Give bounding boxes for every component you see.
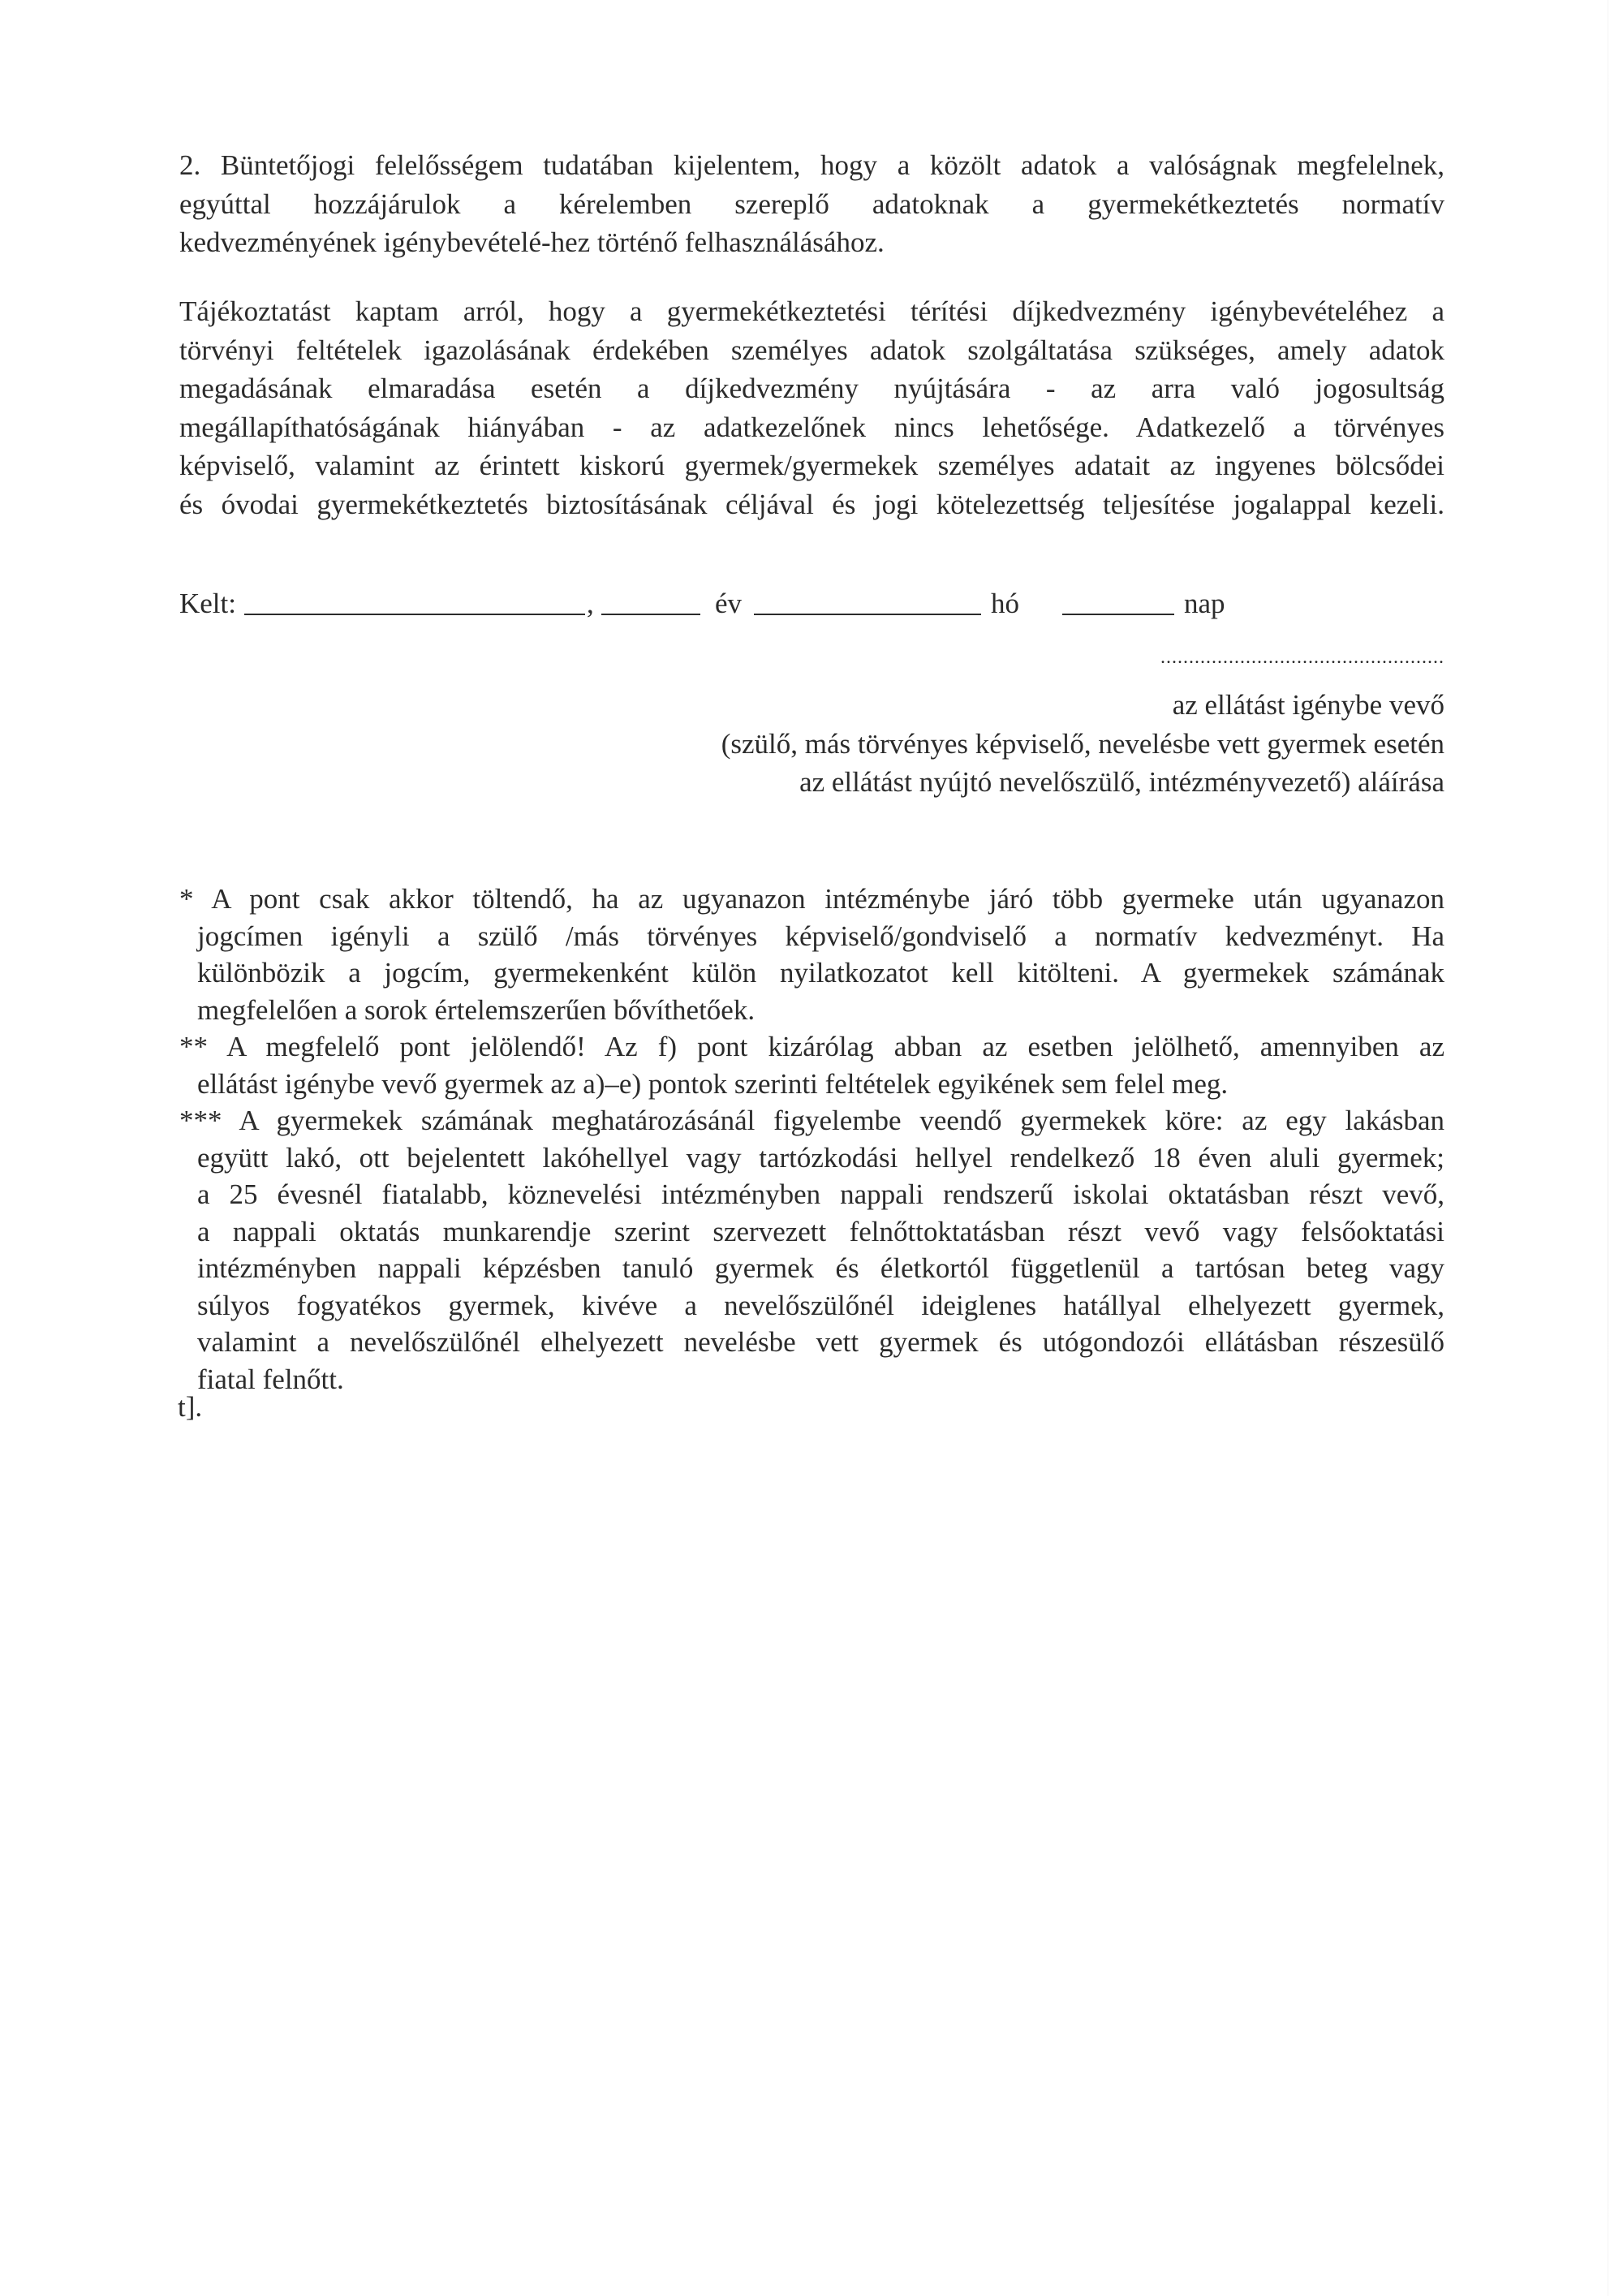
footnote-line: intézményben nappali képzésben tanuló gyermek és életkortól függetlenül a tartósan beteg vagy	[197, 1252, 1444, 1284]
signature-caption-line: az ellátást nyújtó nevelőszülő, intézményvezető) aláírása	[799, 766, 1444, 798]
footnote-line: súlyos fogyatékos gyermek, kivéve a nevelőszülőnél ideiglenes hatállyal elhelyezett gyermek,	[197, 1289, 1444, 1321]
signature-dotted-line[interactable]: ..................................................	[1160, 647, 1444, 668]
date-comma: ,	[587, 588, 594, 619]
kelt-label: Kelt:	[179, 588, 236, 619]
year-blank[interactable]	[601, 614, 700, 615]
footnote-line: *** A gyermekek számának meghatározásánál figyelembe veendő gyermekek köre: az egy lakásban	[179, 1105, 1444, 1136]
privacy-notice-line: törvényi feltételek igazolásának érdekében személyes adatok szolgáltatása szükséges, amely adatok	[179, 334, 1444, 366]
footnote-line: együtt lakó, ott bejelentett lakóhellyel vagy tartózkodási hellyel rendelkező 18 éven aluli gyermek;	[197, 1141, 1444, 1174]
footnote-line: valamint a nevelőszülőnél elhelyezett nevelésbe vett gyermek és utógondozói ellátásban részesülő	[197, 1326, 1444, 1358]
privacy-notice-line: képviselő, valamint az érintett kiskorú gyermek/gyermekek személyes adatait az ingyenes bölcsődei	[179, 450, 1444, 481]
footnote-line: ellátást igénybe vevő gyermek az a)–e) pontok szerinti feltételek egyikének sem felel meg.	[197, 1067, 1229, 1100]
nap-label: nap	[1184, 588, 1225, 619]
footnote-line: fiatal felnőtt.	[197, 1363, 344, 1395]
day-blank[interactable]	[1062, 614, 1174, 615]
ho-label: hó	[991, 588, 1019, 619]
privacy-notice-paragraph	[179, 292, 1444, 523]
footnote-double-asterisk	[179, 1028, 1444, 1102]
footnote-line: megfelelően a sorok értelemszerűen bővíthetőek.	[197, 993, 756, 1026]
footnote-line: a 25 évesnél fiatalabb, köznevelési intézményben nappali rendszerű iskolai oktatásban részt vevő,	[197, 1178, 1444, 1210]
declaration-line: 2. Büntetőjogi felelősségem tudatában kijelentem, hogy a közölt adatok a valóságnak megfelelnek,	[179, 149, 1444, 181]
signature-caption-line: az ellátást igénybe vevő	[1172, 689, 1444, 721]
place-blank[interactable]	[244, 614, 585, 615]
signature-caption-line: (szülő, más törvényes képviselő, nevelésbe vett gyermek esetén	[721, 727, 1444, 760]
declaration-line: egyúttal hozzájárulok a kérelemben szereplő adatoknak a gyermekétkeztetés normatív	[179, 187, 1444, 220]
footnote-line: * A pont csak akkor töltendő, ha az ugyanazon intézménybe járó több gyermeke után ugyanazon	[179, 883, 1444, 915]
month-blank[interactable]	[754, 614, 981, 615]
date-line	[179, 584, 1445, 633]
declaration-line: kedvezményének igénybevételé-hez történő felhasználásához.	[179, 226, 885, 258]
footnotes	[179, 881, 1444, 1398]
privacy-notice-line: megállapíthatóságának hiányában - az adatkezelőnek nincs lehetősége. Adatkezelő a törvényes	[179, 411, 1444, 443]
privacy-notice-line: és óvodai gyermekétkeztetés biztosításának céljával és jogi kötelezettség teljesítése jogalappal kezeli.	[179, 488, 1444, 520]
footnote-triple-asterisk	[179, 1102, 1444, 1398]
trailing-text: t].	[178, 1391, 203, 1423]
privacy-notice-line: megadásának elmaradása esetén a díjkedvezmény nyújtására - az arra való jogosultság	[179, 373, 1444, 404]
privacy-notice-line: Tájékoztatást kaptam arról, hogy a gyermekétkeztetési térítési díjkedvezmény igénybevételéhez a	[179, 295, 1444, 327]
declaration-paragraph	[179, 146, 1444, 262]
signature-caption	[552, 686, 1444, 802]
footnote-single-asterisk	[179, 881, 1444, 1028]
ev-label: év	[715, 588, 743, 619]
footnote-line: a nappali oktatás munkarendje szerint szervezett felnőttoktatásban részt vevő vagy felsőoktatási	[197, 1215, 1444, 1247]
footnote-line: különbözik a jogcím, gyermekenként külön nyilatkozatot kell kitölteni. A gyermekek számának	[197, 957, 1444, 989]
footnote-line: ** A megfelelő pont jelölendő! Az f) pont kizárólag abban az esetben jelölhető, amennyiben az	[179, 1031, 1444, 1062]
footnote-line: jogcímen igényli a szülő /más törvényes képviselő/gondviselő a normatív kedvezményt. Ha	[197, 920, 1444, 952]
